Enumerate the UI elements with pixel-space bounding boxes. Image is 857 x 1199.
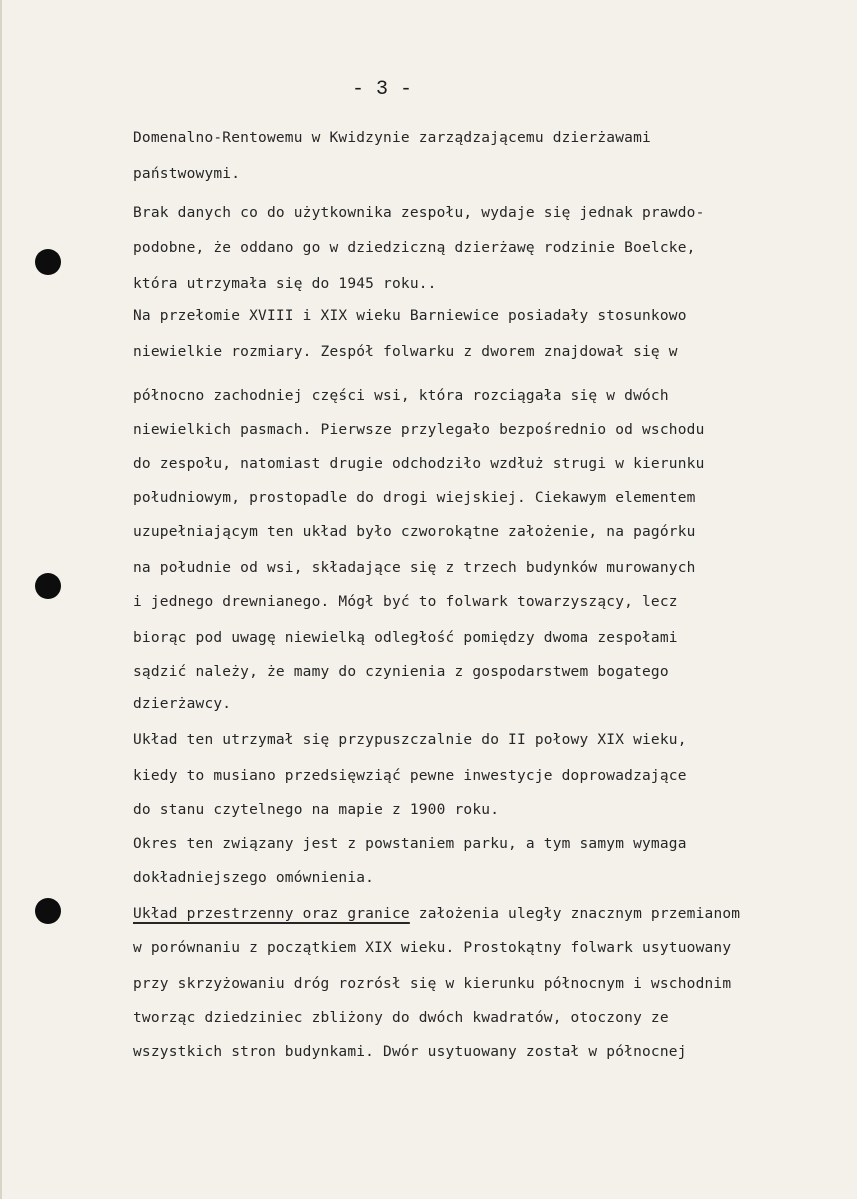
text-line: przy skrzyżowaniu dróg rozrósł się w kierunku północnym i wschodnim [133,976,732,992]
text-line: Domenalno-Rentowemu w Kwidzynie zarządzającemu dzierżawami [133,130,651,146]
text-line: dokładniejszego omównienia. [133,870,375,886]
text-line: biorąc pod uwagę niewielką odległość pomiędzy dwoma zespołami [133,630,678,646]
punch-hole [35,573,61,599]
text-line: północno zachodniej części wsi, która rozciągała się w dwóch [133,388,669,404]
text-line: w porównaniu z początkiem XIX wieku. Prostokątny folwark usytuowany [133,940,732,956]
text-line: podobne, że oddano go w dziedziczną dzierżawę rodzinie Boelcke, [133,240,696,256]
text-line: Na przełomie XVIII i XIX wieku Barniewice posiadały stosunkowo [133,308,687,324]
punch-hole [35,898,61,924]
text-line: na południe od wsi, składające się z trzech budynków murowanych [133,560,696,576]
text-line: tworząc dziedziniec zbliżony do dwóch kwadratów, otoczony ze [133,1010,669,1026]
section-first-line [133,904,740,924]
text-line: która utrzymała się do 1945 roku.. [133,276,437,292]
punch-hole [35,249,61,275]
section-heading: Układ przestrzenny oraz granice [133,906,410,922]
text-line: do stanu czytelnego na mapie z 1900 roku. [133,802,500,818]
page-number: - 3 - [351,78,412,101]
section-first-line-rest: założenia uległy znacznym przemianom [409,906,741,922]
text-line: państwowymi. [133,166,241,182]
text-line: niewielkich pasmach. Pierwsze przylegało bezpośrednio od wschodu [133,422,705,438]
text-line: do zespołu, natomiast drugie odchodziło wzdłuż strugi w kierunku [133,456,705,472]
text-line: kiedy to musiano przedsięwziąć pewne inwestycje doprowadzające [133,768,687,784]
text-line: wszystkich stron budynkami. Dwór usytuowany został w północnej [133,1044,687,1060]
text-line: Brak danych co do użytkownika zespołu, wydaje się jednak prawdo- [133,205,705,221]
text-line: Okres ten związany jest z powstaniem parku, a tym samym wymaga [133,836,687,852]
text-line: dzierżawcy. [133,696,232,712]
text-line: niewielkie rozmiary. Zespół folwarku z dworem znajdował się w [133,344,678,360]
text-line: i jednego drewnianego. Mógł być to folwark towarzyszący, lecz [133,594,678,610]
text-line: sądzić należy, że mamy do czynienia z gospodarstwem bogatego [133,664,669,680]
text-line: Układ ten utrzymał się przypuszczalnie do II połowy XIX wieku, [133,732,687,748]
text-line: uzupełniającym ten układ było czworokątne założenie, na pagórku [133,524,696,540]
text-line: południowym, prostopadle do drogi wiejskiej. Ciekawym elementem [133,490,696,506]
